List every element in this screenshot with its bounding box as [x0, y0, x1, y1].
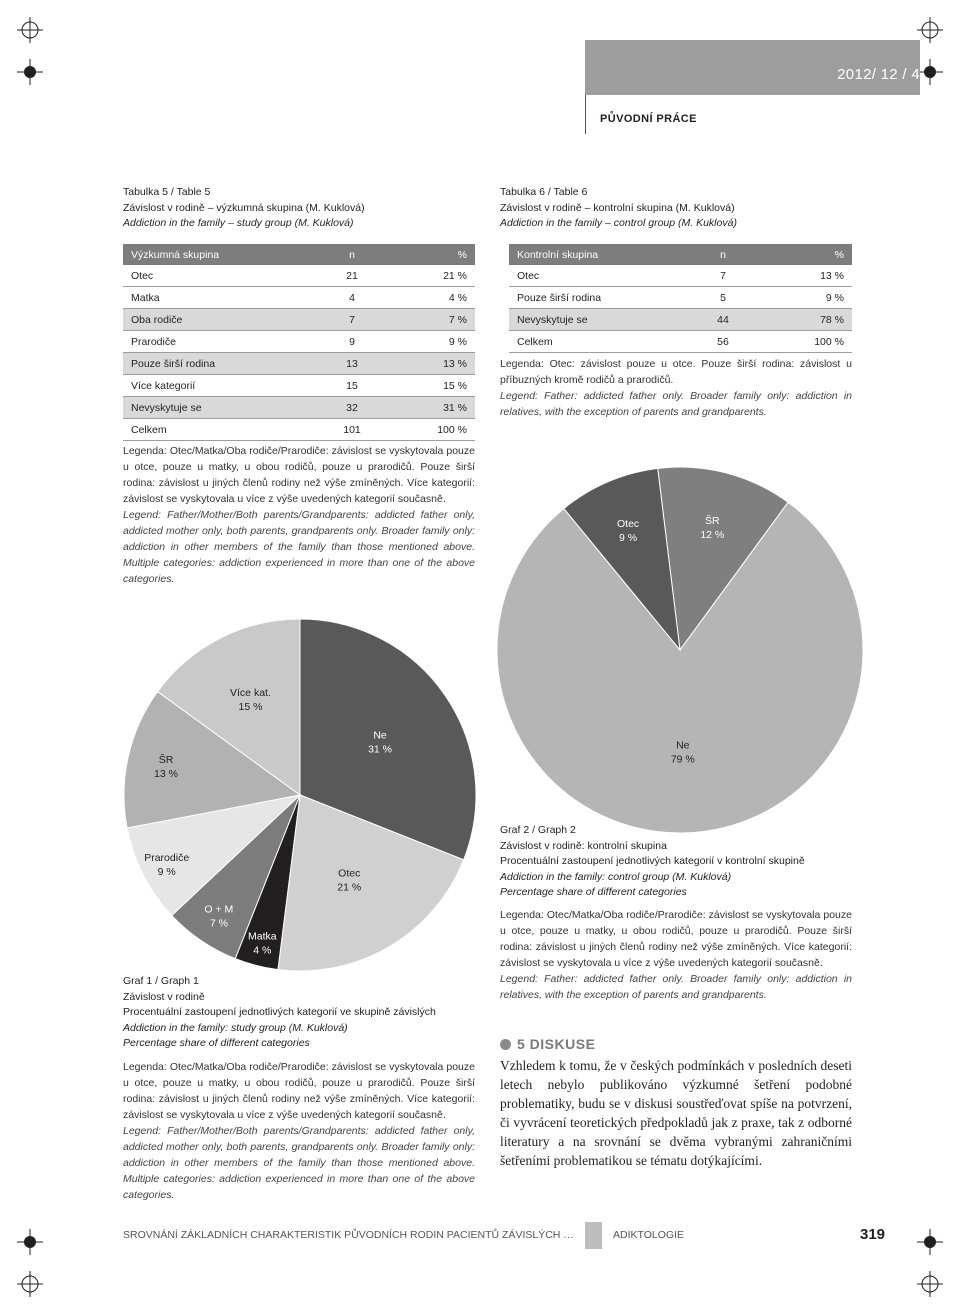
- table-cell: 13: [309, 353, 395, 375]
- table-cell: Pouze širší rodina: [509, 287, 675, 309]
- slice-label: ŠR: [158, 754, 174, 767]
- section-heading: [500, 1036, 595, 1052]
- slice-label: Otec: [338, 867, 361, 880]
- table-cell: 13 %: [771, 265, 852, 287]
- slice-label: Matka: [248, 930, 277, 943]
- graph2-legend: [500, 907, 852, 1003]
- graph2-caption-cz-sub: Procentuální zastoupení jednotlivých kategorií v kontrolní skupině: [500, 855, 805, 867]
- table-cell: Celkem: [509, 331, 675, 353]
- table6-legend-en: Legend: Father: addicted father only. Broader family only: addiction in relatives, with the exception of parents and grandparents.: [500, 390, 852, 418]
- table5: [123, 244, 475, 441]
- table-row: [123, 265, 475, 287]
- column-header: n: [309, 244, 395, 265]
- crop-mark-icon: [917, 1271, 943, 1297]
- table-row-total: [509, 331, 852, 353]
- table-cell: 101: [309, 419, 395, 441]
- table6: [509, 244, 852, 353]
- footer-divider-block: [585, 1222, 602, 1249]
- table-cell: 5: [675, 287, 771, 309]
- table-cell: 100 %: [771, 331, 852, 353]
- table-row-total: [123, 419, 475, 441]
- crop-mark-icon: [17, 1271, 43, 1297]
- table-header-row: [509, 244, 852, 265]
- table-row: [509, 287, 852, 309]
- section-label: PŮVODNÍ PRÁCE: [600, 113, 697, 125]
- registration-mark-icon: [17, 59, 43, 85]
- table-cell: 13 %: [395, 353, 475, 375]
- slice-value-label: 9 %: [619, 531, 638, 544]
- table5-caption-en: Addiction in the family – study group (M. Kuklová): [123, 217, 354, 229]
- table5-legend-en: Legend: Father/Mother/Both parents/Grandparents: addicted father only, addicted mother only, both parents, grandparents only. Broader family only: addiction in other members of the family than those mentioned above. Multiple categories: addiction experienced in more than one of the above categories.: [123, 509, 475, 585]
- graph2-caption-cz: Závislost v rodině: kontrolní skupina: [500, 839, 667, 852]
- page-number: 319: [860, 1226, 886, 1243]
- table5-caption-title: Tabulka 5 / Table 5: [123, 186, 211, 198]
- table5-legend-cz: Legenda: Otec/Matka/Oba rodiče/Prarodiče: závislost se vyskytovala pouze u otce, pouze u matky, u obou rodičů, pouze u prarodičů. Pouze širší rodina: závislost u jiných členů rodiny než výše zmíněných. Více kategorií: závislost se vyskytovala u více z výše uvedených kategorií současně.: [123, 445, 475, 505]
- table-cell: Celkem: [123, 419, 309, 441]
- slice-label: Více kat.: [230, 686, 271, 699]
- table-row: [123, 353, 475, 375]
- table-header-row: [123, 244, 475, 265]
- table-row: [509, 265, 852, 287]
- slice-value-label: 15 %: [238, 700, 263, 713]
- discussion-paragraph: Vzhledem k tomu, že v českých podmínkách v posledních deseti letech nebylo publikováno výzkumné šetření podobné problematiky, budu se v diskusi soustřeďovat spíše na potvrzení, či vyvrácení teoretických předpokladů jak z praxe, tak z odborné literatury a na srovnání se dvěma vybranými zahraničními šetřeními problematikou se tématu dotýkajícími.: [500, 1058, 852, 1168]
- table-row: [123, 375, 475, 397]
- table-cell: 4: [309, 287, 395, 309]
- registration-mark-icon: [17, 1229, 43, 1255]
- slice-value-label: 79 %: [670, 753, 695, 766]
- column-header: n: [675, 244, 771, 265]
- slice-label: Otec: [617, 517, 640, 530]
- table6-caption-cz: Závislost v rodině – kontrolní skupina (M. Kuklová): [500, 201, 735, 214]
- table-cell: 7 %: [395, 309, 475, 331]
- table-cell: 9 %: [771, 287, 852, 309]
- table-cell: Nevyskytuje se: [509, 309, 675, 331]
- table-cell: 15 %: [395, 375, 475, 397]
- table-cell: 44: [675, 309, 771, 331]
- table-cell: 21: [309, 265, 395, 287]
- slice-value-label: 31 %: [368, 743, 393, 756]
- slice-value-label: 7 %: [209, 917, 228, 930]
- graph1-legend: [123, 1059, 475, 1203]
- table-cell: Prarodiče: [123, 331, 309, 353]
- table-cell: 100 %: [395, 419, 475, 441]
- graph1-caption-title: Graf 1 / Graph 1: [123, 975, 199, 987]
- crop-mark-icon: [917, 17, 943, 43]
- pie-chart-control-group: [490, 460, 870, 840]
- table-cell: 15: [309, 375, 395, 397]
- table-row: [123, 287, 475, 309]
- graph2-legend-en: Legend: Father: addicted father only. Broader family only: addiction in relatives, with the exception of parents and grandparents.: [500, 973, 852, 1001]
- table-cell: 78 %: [771, 309, 852, 331]
- graph2-legend-cz: Legenda: Otec/Matka/Oba rodiče/Prarodiče: závislost se vyskytovala pouze u otce, pouze u matky, u obou rodičů, pouze u prarodičů. Pouze širší rodina: závislost u jiných členů rodiny než výše zmíněných. Více kategorií: závislost se vyskytovala u více z výše uvedených kategorií současně.: [500, 909, 852, 969]
- table-cell: Oba rodiče: [123, 309, 309, 331]
- graph1-legend-cz: Legenda: Otec/Matka/Oba rodiče/Prarodiče: závislost se vyskytovala pouze u otce, pouze u matky, u obou rodičů, pouze u prarodičů. Pouze širší rodina: závislost u jiných členů rodiny než výše zmíněných. Více kategorií: závislost se vyskytovala u více z výše uvedených kategorií současně.: [123, 1061, 475, 1121]
- graph1-legend-en: Legend: Father/Mother/Both parents/Grandparents: addicted father only, addicted mother only, both parents, grandparents only. Broader family only: addiction in other members of the family than those mentioned above. Multiple categories: addiction experienced in more than one of the above categories.: [123, 1125, 475, 1201]
- slice-value-label: 21 %: [337, 881, 362, 894]
- table-row: [123, 309, 475, 331]
- table-cell: Nevyskytuje se: [123, 397, 309, 419]
- column-header: Kontrolní skupina: [509, 244, 675, 265]
- slice-value-label: 9 %: [157, 865, 176, 878]
- pie-chart-study-group: [110, 610, 490, 980]
- table5-legend: [123, 443, 475, 587]
- table-cell: 7: [675, 265, 771, 287]
- registration-mark-icon: [917, 1229, 943, 1255]
- table6-caption: [500, 185, 860, 232]
- slice-label: Ne: [676, 739, 690, 752]
- slice-label: ŠR: [704, 515, 720, 528]
- table5-caption: [123, 185, 483, 232]
- slice-label: Prarodiče: [144, 851, 190, 864]
- graph2-caption-en: Addiction in the family: control group (M. Kuklová): [500, 870, 732, 883]
- registration-mark-icon: [917, 59, 943, 85]
- table6-legend: [500, 356, 852, 420]
- table5-caption-cz: Závislost v rodině – výzkumná skupina (M. Kuklová): [123, 201, 365, 214]
- graph1-caption-en: Addiction in the family: study group (M. Kuklová): [123, 1021, 348, 1034]
- slice-value-label: 12 %: [700, 529, 725, 542]
- slice-value-label: 4 %: [253, 944, 272, 957]
- table-cell: Matka: [123, 287, 309, 309]
- slice-label: Ne: [373, 729, 387, 742]
- running-title: SROVNÁNÍ ZÁKLADNÍCH CHARAKTERISTIK PŮVODNÍCH RODIN PACIENTŮ ZÁVISLÝCH …: [123, 1229, 574, 1241]
- graph2-caption-en-sub: Percentage share of different categories: [500, 886, 687, 898]
- table6-caption-title: Tabulka 6 / Table 6: [500, 186, 588, 198]
- table-cell: 31 %: [395, 397, 475, 419]
- table-row: [123, 397, 475, 419]
- table6-legend-cz: Legenda: Otec: závislost pouze u otce. Pouze širší rodina: závislost u příbuzných kromě rodičů a prarodičů.: [500, 358, 852, 386]
- table-cell: 7: [309, 309, 395, 331]
- table-cell: Více kategorií: [123, 375, 309, 397]
- table-cell: Otec: [509, 265, 675, 287]
- table-cell: Otec: [123, 265, 309, 287]
- slice-label: O + M: [204, 903, 234, 916]
- table-cell: 4 %: [395, 287, 475, 309]
- table-cell: 56: [675, 331, 771, 353]
- section-heading-text: 5 DISKUSE: [517, 1036, 596, 1052]
- crop-mark-icon: [17, 17, 43, 43]
- graph1-caption-cz: Závislost v rodině: [123, 990, 205, 1003]
- journal-name: ADIKTOLOGIE: [613, 1229, 684, 1241]
- slice-value-label: 13 %: [154, 768, 178, 781]
- column-header: %: [395, 244, 475, 265]
- table-cell: 32: [309, 397, 395, 419]
- issue-number: 2012/ 12 / 4: [837, 66, 920, 83]
- table-cell: Pouze širší rodina: [123, 353, 309, 375]
- column-header: %: [771, 244, 852, 265]
- table-cell: 21 %: [395, 265, 475, 287]
- graph2-caption-title: Graf 2 / Graph 2: [500, 824, 576, 836]
- table-row: [509, 309, 852, 331]
- graph1-caption: [123, 974, 483, 1052]
- bullet-icon: [500, 1039, 511, 1050]
- graph1-caption-cz-sub: Procentuální zastoupení jednotlivých kategorií ve skupině závislých: [123, 1006, 436, 1018]
- graph1-caption-en-sub: Percentage share of different categories: [123, 1037, 310, 1049]
- graph2-caption: [500, 823, 860, 901]
- table-cell: 9 %: [395, 331, 475, 353]
- table6-caption-en: Addiction in the family – control group (M. Kuklová): [500, 217, 737, 229]
- table-cell: 9: [309, 331, 395, 353]
- table-row: [123, 331, 475, 353]
- column-header: Výzkumná skupina: [123, 244, 309, 265]
